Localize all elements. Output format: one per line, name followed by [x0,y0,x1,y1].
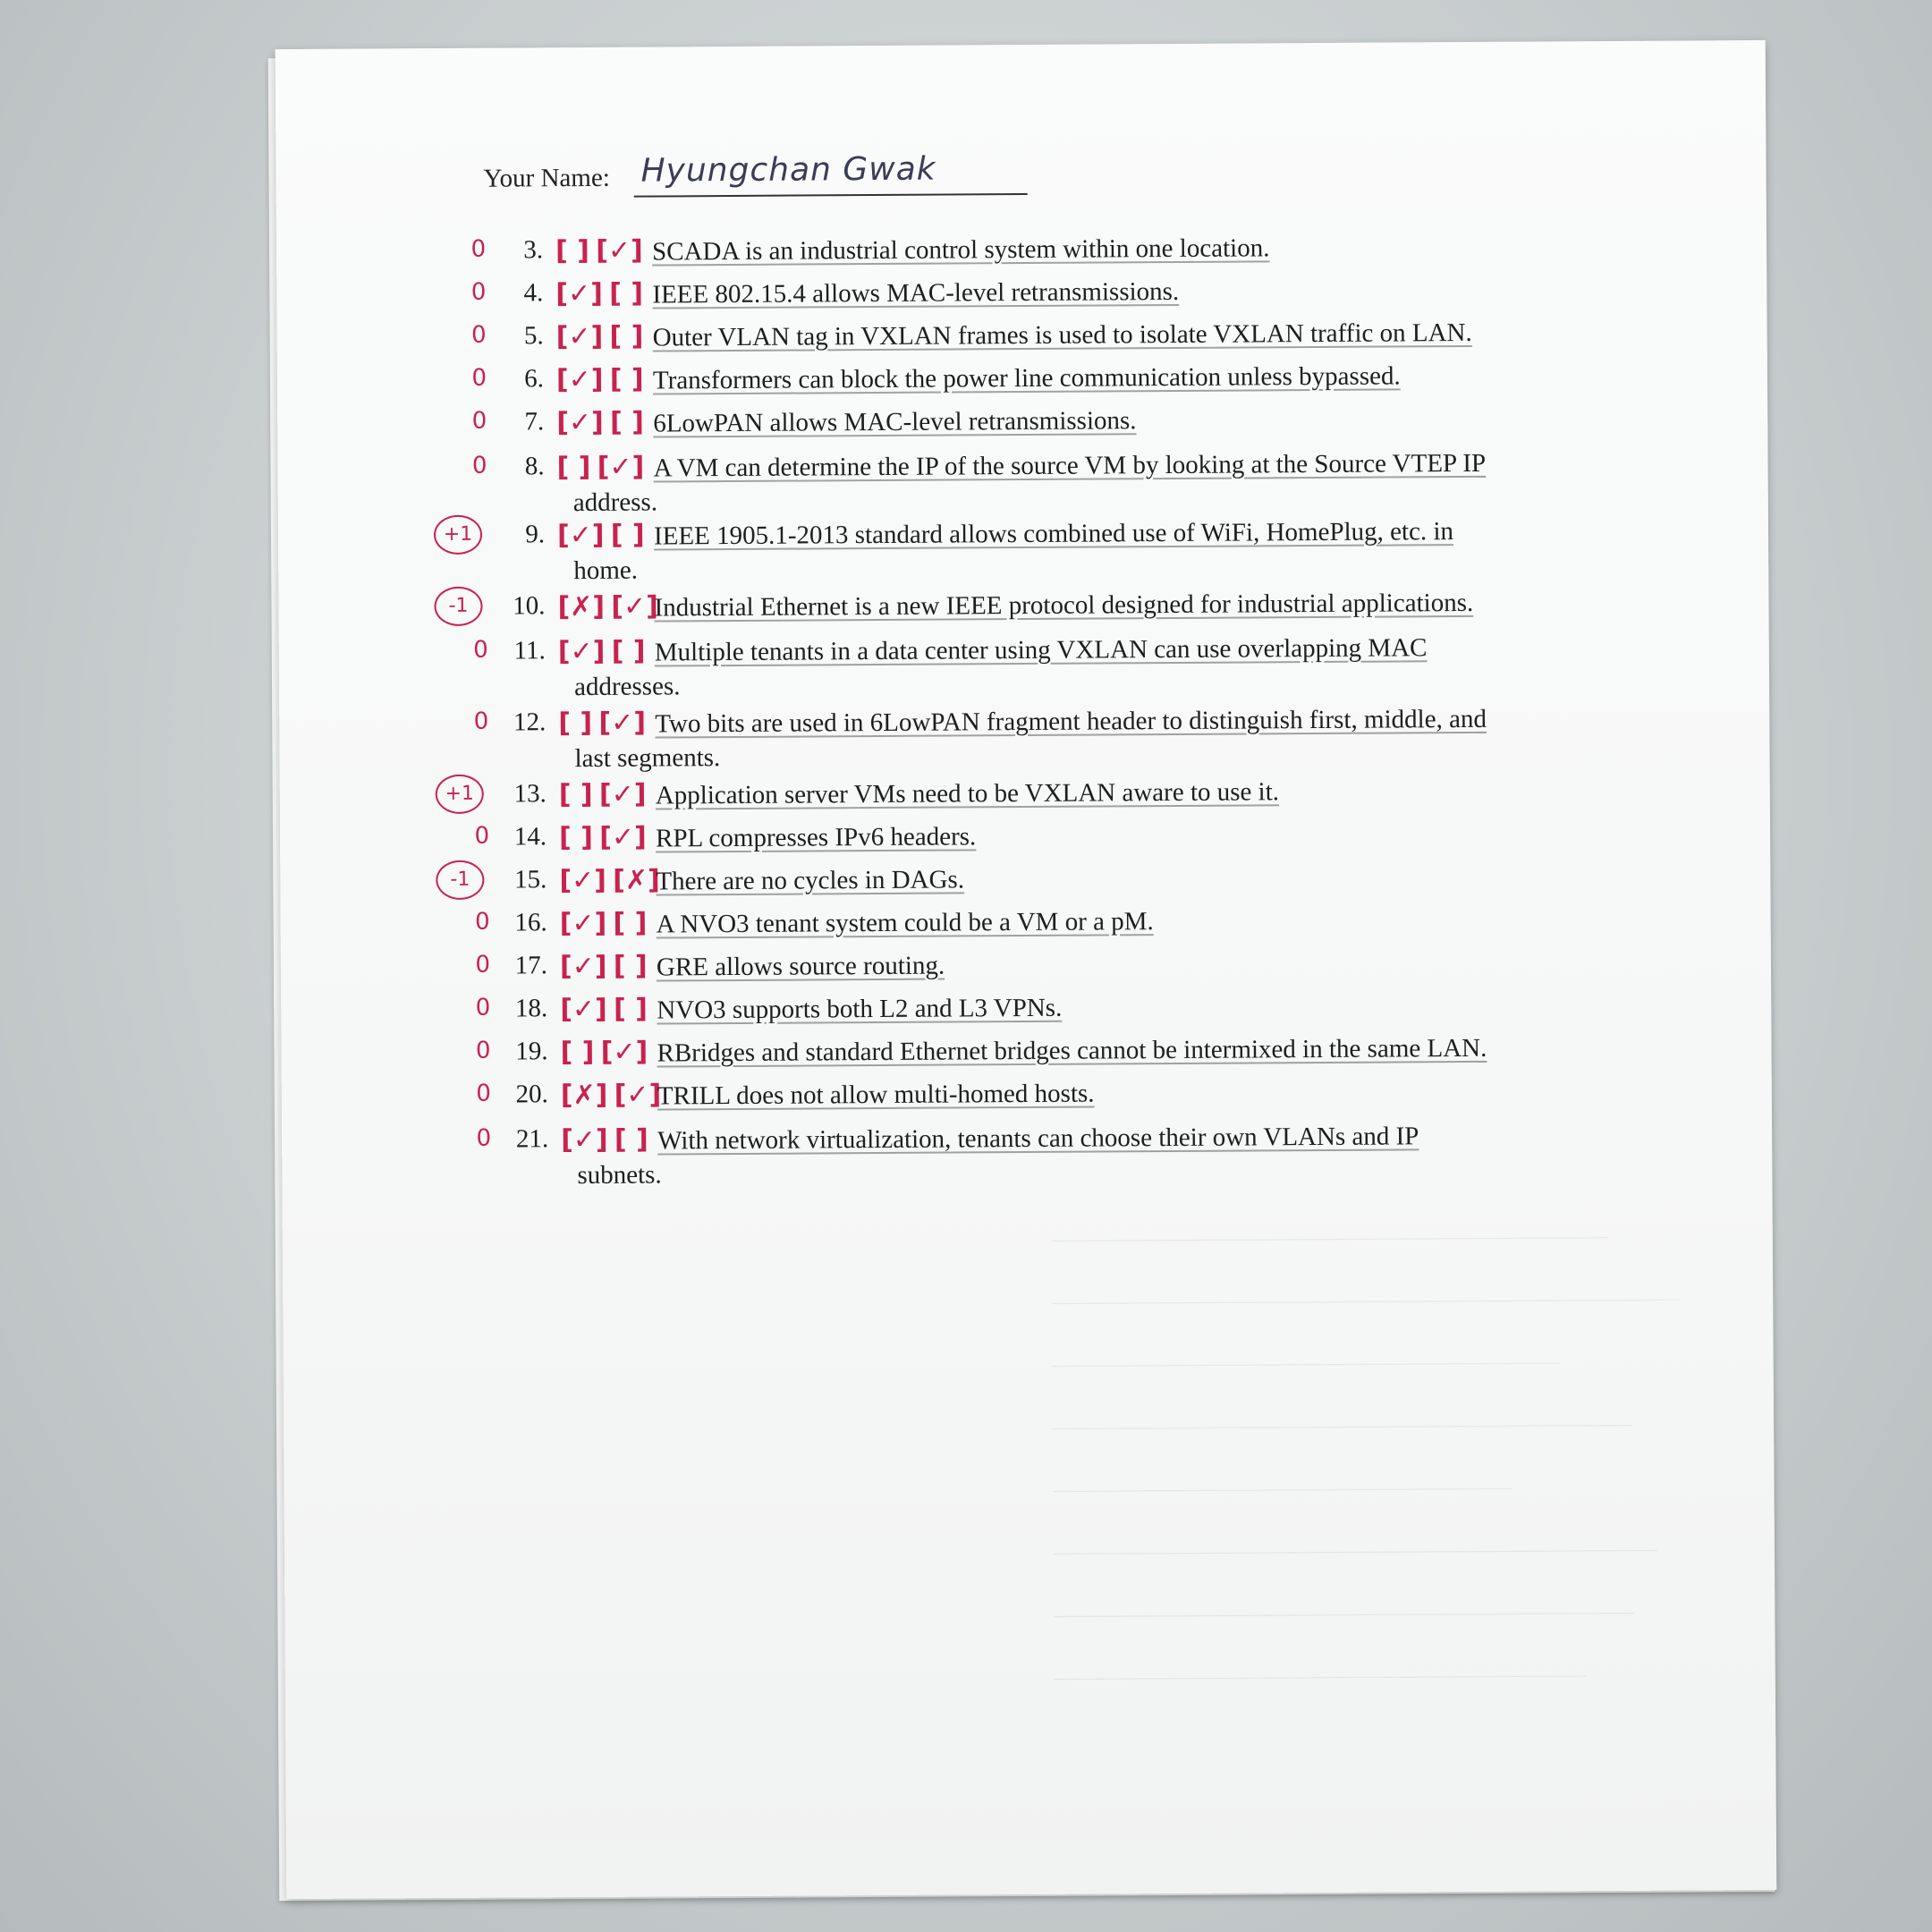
answer-boxes [561,1079,662,1111]
question-text [657,1073,1552,1113]
question-text [657,902,1551,941]
question-number: 16. [514,908,547,937]
false-checkbox[interactable]: [ ] [610,519,645,551]
false-checkbox[interactable]: [✓] [611,590,658,623]
true-checkbox[interactable]: [✓] [559,950,607,983]
question-statement: 6LowPAN allows MAC-level retransmissions. [653,406,1137,438]
score-mark: +1 [434,515,482,555]
false-checkbox[interactable]: [ ] [613,993,648,1025]
bleed-through-text: ———————————————————————— [1053,1409,1633,1440]
score-mark: 0 [473,636,488,664]
false-checkbox[interactable]: [✓] [614,1079,662,1111]
question-number: 19. [515,1037,548,1066]
true-checkbox[interactable]: [✓] [560,993,607,1026]
false-checkbox[interactable]: [✓] [597,451,645,483]
score-mark: 0 [473,708,489,735]
true-checkbox[interactable]: [✓] [557,635,606,668]
name-label: Your Name: [483,163,610,193]
bleed-through-text: —————————————————————— [1054,1660,1586,1690]
question-number: 14. [513,822,547,852]
question-text [656,773,1550,812]
score-mark: -1 [434,587,482,626]
answer-boxes [556,364,644,396]
question-statement: A NVO3 tenant system could be a VM or a pM. [656,907,1154,939]
question-number: 18. [514,994,548,1023]
question-statement: Outer VLAN tag in VXLAN frames is used to isolate VXLAN traffic on LAN. [652,318,1472,352]
score-mark: 0 [476,1080,491,1107]
answer-boxes [560,1037,648,1069]
bleed-through-text: —————————————————————————— [1052,1284,1681,1315]
question-item [411,314,1753,353]
true-checkbox[interactable]: [✓] [559,864,607,897]
bleed-through-text: ————————————————————————— [1053,1534,1658,1565]
false-checkbox[interactable]: [✓] [596,234,643,267]
bleed-through-text: ———————————————————————— [1054,1597,1634,1628]
question-item [415,1030,1757,1069]
question-text [574,701,1540,775]
false-checkbox[interactable]: [ ] [609,320,644,352]
bleed-through-text: ——————————————————— [1053,1472,1513,1503]
question-text [653,401,1547,440]
question-statement: Application server VMs need to be VXLAN aware to use it. [655,777,1280,810]
answer-boxes [559,864,660,896]
score-mark: 0 [470,278,487,306]
true-checkbox[interactable]: [✓] [555,320,604,353]
score-mark: 0 [471,452,487,479]
question-number: 12. [513,708,547,737]
question-statement: There are no cycles in DAGs. [656,865,965,896]
true-checkbox[interactable]: [ ] [558,707,593,740]
question-text [654,585,1548,624]
question-item [411,400,1753,439]
answer-boxes [561,1124,648,1157]
question-statement: RBridges and standard Ethernet bridges cannot be intermixed in the same LAN. [657,1033,1487,1068]
question-item [413,629,1755,702]
question-number: 8. [524,452,545,481]
true-checkbox[interactable]: [✗] [560,1079,608,1112]
true-checkbox[interactable]: [ ] [560,1036,595,1069]
bleed-through-text: ——————————————————————— [1051,1222,1607,1252]
false-checkbox[interactable]: [✓] [600,1036,648,1068]
question-statement: TRILL does not allow multi-homed hosts. [657,1079,1095,1111]
false-checkbox[interactable]: [ ] [613,907,648,939]
name-underline [634,193,1028,198]
question-item [411,228,1752,267]
question-number: 4. [523,278,544,308]
question-text [656,859,1550,898]
true-checkbox[interactable]: [ ] [558,778,593,811]
false-checkbox[interactable]: [ ] [614,1123,648,1156]
question-statement: IEEE 802.15.4 allows MAC-level retransmissions. [652,276,1180,309]
answer-boxes [556,407,644,439]
false-checkbox[interactable]: [✓] [599,821,647,853]
score-mark: 0 [475,951,491,979]
answer-boxes [560,994,648,1026]
true-checkbox[interactable]: [✓] [559,907,607,940]
true-checkbox[interactable]: [ ] [558,821,594,854]
question-statement: SCADA is an industrial control system within one location. [651,233,1270,267]
true-checkbox[interactable]: [✗] [557,590,606,623]
question-text [652,272,1546,311]
question-item [416,1072,1758,1112]
question-continuation: address. [572,487,658,518]
score-mark: 0 [471,321,487,349]
answer-boxes [557,591,658,623]
question-statement: Transformers can block the power line communication unless bypassed. [652,361,1401,395]
quiz-sheet [275,40,1777,1899]
score-mark: 0 [474,822,490,850]
question-statement: Multiple tenants in a data center using VXLAN can use overlapping MAC [654,633,1428,667]
question-statement: Industrial Ethernet is a new IEEE protocol designed for industrial applications. [654,588,1474,623]
false-checkbox[interactable]: [ ] [613,950,648,982]
question-number: 15. [514,865,547,894]
false-checkbox[interactable]: [ ] [609,363,644,395]
score-mark: 0 [471,364,487,392]
false-checkbox[interactable]: [✓] [598,778,647,810]
question-number: 9. [525,520,546,549]
score-mark: 0 [476,1124,492,1152]
question-text [573,513,1539,587]
answer-boxes [558,636,646,668]
question-continuation: home. [573,555,639,586]
false-checkbox[interactable]: [✓] [598,707,647,739]
false-checkbox[interactable]: [ ] [611,635,646,667]
question-number: 13. [513,779,547,809]
question-statement: IEEE 1905.1-2013 standard allows combined use of WiFi, HomePlug, etc. in [653,517,1454,551]
score-mark: +1 [436,775,484,814]
answer-boxes [559,779,647,811]
score-mark: -1 [436,860,484,900]
false-checkbox[interactable]: [✗] [613,864,660,896]
question-item [411,445,1753,518]
question-continuation: addresses. [573,672,681,702]
question-continuation: subnets. [577,1160,662,1191]
answer-boxes [555,278,643,310]
question-item [411,271,1752,310]
question-number: 5. [523,321,544,351]
question-statement: GRE allows source routing. [656,951,945,982]
question-text [577,1118,1543,1191]
bleed-through-text: ————————————————————— [1052,1347,1560,1377]
question-number: 17. [514,951,548,980]
question-number: 7. [524,407,545,436]
score-mark: 0 [470,235,487,263]
answer-boxes [555,235,643,267]
answer-boxes [559,822,647,854]
score-mark: 0 [475,1037,491,1064]
question-statement: A VM can determine the IP of the source VM by looking at the Source VTEP IP [653,448,1487,483]
question-item [414,815,1756,854]
score-mark: 0 [475,994,491,1021]
question-number: 21. [515,1124,549,1154]
question-number: 11. [513,636,546,665]
true-checkbox[interactable]: [✓] [556,406,604,439]
question-text [657,987,1551,1027]
question-item [414,858,1756,897]
question-text [653,358,1547,397]
answer-boxes [557,520,645,552]
question-number: 20. [515,1080,548,1109]
answer-boxes [556,321,644,353]
question-text [573,630,1540,703]
question-item [411,357,1753,396]
question-number: 10. [513,591,546,621]
question-text [657,1030,1551,1070]
answer-boxes [560,951,648,983]
score-mark: 0 [471,407,487,435]
true-checkbox[interactable]: [✓] [556,519,605,552]
question-text [653,315,1547,354]
question-text [656,816,1550,855]
question-statement: With network virtualization, tenants can choose their own VLANs and IP [657,1122,1419,1156]
true-checkbox[interactable]: [ ] [555,234,590,267]
false-checkbox[interactable]: [ ] [609,277,644,309]
question-statement: Two bits are used in 6LowPAN fragment header to distinguish first, middle, and [655,704,1487,739]
question-item [416,1117,1758,1191]
question-statement: NVO3 supports both L2 and L3 VPNs. [657,993,1063,1025]
question-text [572,445,1538,519]
question-item [415,901,1757,940]
question-item [415,944,1757,983]
true-checkbox[interactable]: [✓] [555,363,604,396]
question-statement: RPL compresses IPv6 headers. [655,822,977,853]
question-number: 6. [524,364,545,394]
true-checkbox[interactable]: [✓] [555,277,604,310]
false-checkbox[interactable]: [ ] [609,406,645,438]
answer-boxes [556,452,644,484]
question-number: 3. [523,235,544,265]
score-mark: 0 [475,908,490,936]
answer-boxes [560,908,648,940]
question-text [657,945,1551,984]
true-checkbox[interactable]: [✓] [561,1123,608,1157]
question-text [652,229,1546,268]
true-checkbox[interactable]: [ ] [556,451,591,484]
question-item [415,987,1757,1026]
question-continuation: last segments. [574,743,721,774]
handwritten-name: Hyungchan Gwak [640,150,936,190]
answer-boxes [558,708,646,740]
